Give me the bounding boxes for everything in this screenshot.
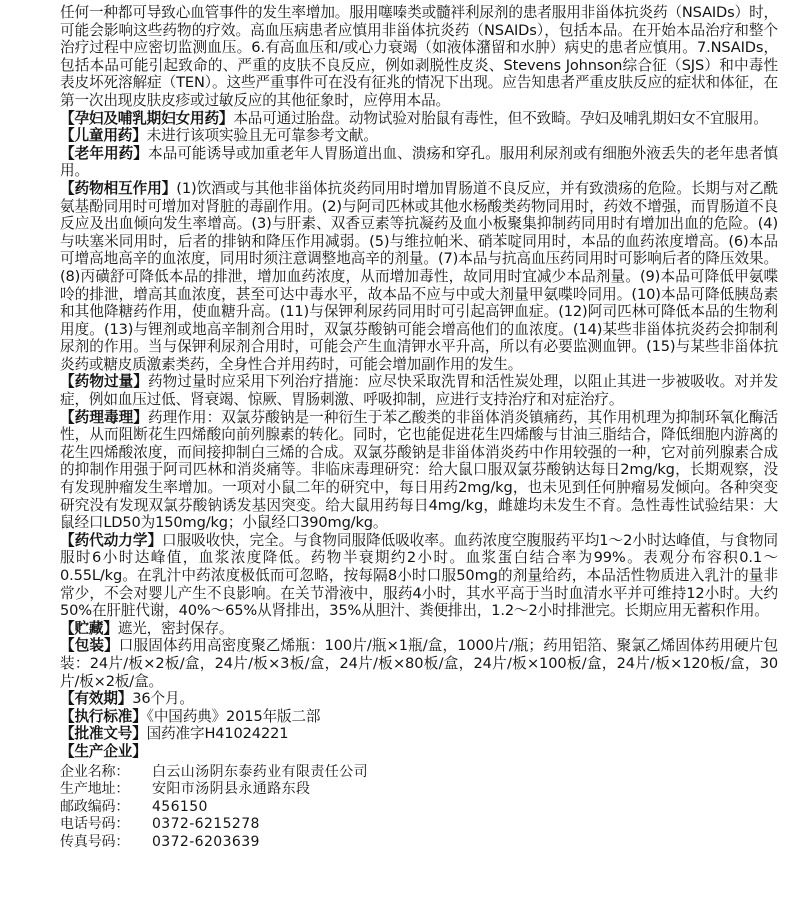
leaflet-section [60,637,778,690]
section-text: 遮光，密封保存。 [117,619,234,637]
info-value: 0372-6203639 [152,833,260,850]
section-heading: 【老年用药】 [60,144,148,162]
section-text: 36个月。 [132,690,194,708]
manufacturer-info-row [60,764,778,782]
info-value: 白云山汤阴东泰药业有限责任公司 [152,763,368,780]
section-heading: 【孕妇及哺乳期妇女用药】 [60,109,234,127]
section-heading: 【执行标准】 [60,707,147,725]
section-text: 本品可通过胎盘。动物试验对胎鼠有毒性，但不致畸。孕妇及哺乳期妇女不宜服用。 [233,109,768,127]
section-heading: 【批准文号】 [60,725,147,743]
section-text: 药物过量时应采用下列治疗措施：应尽快采取洗胃和活性炭处理，以阻止其进一步被吸收。对并发症，例如血压过低、肾衰竭、惊厥、胃肠刺激、呼吸抑制，应进行支持治疗和对症治疗。 [60,373,778,409]
section-text: 《中国药典》2015年版二部 [146,707,321,725]
section-text: 本品可能诱导或加重老年人胃肠道出血、溃疡和穿孔。服用利尿剂或有细胞外液丢失的老年患者慎用。 [60,144,778,180]
leaflet-section [60,145,778,180]
manufacturer-info-row [60,781,778,799]
leaflet-section [60,373,778,408]
section-heading: 【药物过量】 [60,373,148,391]
section-heading: 【儿童用药】 [60,127,147,145]
info-value: 0372-6215278 [152,816,260,833]
leaflet-section [60,690,778,708]
manufacturer-info-row [60,834,778,852]
section-text: 口服吸收快，完全。与食物同服降低吸收率。血药浓度空腹服药平均1～2小时达峰值，与食物同服时6小时达峰值，血浆浓度降低。药物半衰期约2小时。血浆蛋白结合率为99%。表观分布容积0.1～0.55L/kg。在乳汁中药浓度极低而可忽略，按每隔8小时口服50mg的剂量给药，本品活性物质进入乳汁的量非常少，不会对婴儿产生不良影响。在关节滑液中，服药4小时，其水平高于当时血清水平并可维持12小时。大约50%在肝脏代谢，40%～65%从肾排出，35%从胆汁、粪便排出，1.2～2小时排泄完。长期应用无蓄积作用。 [60,531,779,620]
manufacturer-info-row [60,816,778,834]
leaflet-section [60,708,778,726]
section-text: 口服固体药用高密度聚乙烯瓶：100片/瓶×1瓶/盒，1000片/瓶；药用铝箔、聚氯乙烯固体药用硬片包装：24片/板×2板/盒，24片/板×3板/盒，24片/板×80板/盒，24片/板×100板/盒，24片/板×120板/盒，30片/板×2板/盒。 [60,637,779,690]
section-text: 任何一种都可导致心血管事件的发生率增加。服用噻嗪类或髓袢利尿剂的患者服用非甾体抗炎药（NSAIDs）时，可能会影响这些药物的疗效。高血压病患者应慎用非甾体抗炎药（NSAIDs），包括本品。在开始本品治疗和整个治疗过程中应密切监测血压。6.有高血压和/或心力衰竭（如液体潴留和水肿）病史的患者应慎用。7.NSAIDs，包括本品可能引起致命的、严重的皮肤不良反应，例如剥脱性皮炎、Stevens Johnson综合征（SJS）和中毒性表皮坏死溶解症（TEN）。这些严重事件可在没有征兆的情况下出现。应告知患者严重皮肤反应的症状和体征，在第一次出现皮肤皮疹或过敏反应的其他征象时，应停用本品。 [60,4,778,109]
leaflet-section [60,110,778,128]
section-heading: 【药物相互作用】 [60,179,177,197]
manufacturer-info [60,764,778,852]
info-label: 传真号码： [60,833,130,850]
section-heading: 【药理毒理】 [60,408,148,426]
section-text: 药理作用：双氯芬酸钠是一种衍生于苯乙酸类的非甾体消炎镇痛药，其作用机理为抑制环氧化酶活性，从而阻断花生四烯酸向前列腺素的转化。同时，它也能促进花生四烯酸与甘油三脂结合，降低细胞内游离的花生四烯酸浓度，而间接抑制白三烯的合成。双氯芬酸钠是非甾体消炎药中作用较强的一种，它对前列腺素合成的抑制作用强于阿司匹林和消炎痛等。非临床毒理研究：给大鼠口服双氯芬酸钠达每日2mg/kg，长期观察，没有发现肿瘤发生率增加。一项对小鼠二年的研究中，每日用药2mg/kg，也未见到任何肿瘤易发倾向。各种突变研究没有发现双氯芬酸钠诱发基因突变。给大鼠用药每日4mg/kg，雌雄均未发生不育。急性毒性试验结果：大鼠经口LD50为150mg/kg；小鼠经口390mg/kg。 [60,408,778,532]
info-label: 邮政编码： [60,798,130,815]
section-text: 未进行该项实验且无可靠参考文献。 [146,127,378,145]
section-text: 国药准字H41024221 [146,725,289,743]
leaflet-section [60,532,778,620]
info-label: 企业名称： [60,763,130,780]
leaflet-section [60,620,778,638]
leaflet-section [60,127,778,145]
info-label: 电话号码： [60,816,130,833]
info-label: 生产地址： [60,781,130,798]
leaflet-section [60,4,778,110]
leaflet-section [60,180,778,374]
section-heading: 【包装】 [60,637,119,655]
manufacturer-info-row [60,799,778,817]
section-text: (1)饮酒或与其他非甾体抗炎药同用时增加胃肠道不良反应，并有致溃疡的危险。长期与对乙酰氨基酚同用时可增加对肾脏的毒副作用。(2)与阿司匹林或其他水杨酸类药物同用时，药效不增强，而胃肠道不良反应及出血倾向发生率增高。(3)与肝素、双香豆素等抗凝药及血小板聚集抑制药同用时有增加出血的危险。(4)与呋塞米同用时，后者的排钠和降压作用减弱。(5)与维拉帕米、硝苯啶同用时，本品的血药浓度增高。(6)本品可增高地高辛的血浓度，同用时须注意调整地高辛的剂量。(7)本品与抗高血压药同用时可影响后者的降压效果。(8)丙磺舒可降低本品的排泄，增加血药浓度，从而增加毒性，故同用时宜减少本品剂量。(9)本品可降低甲氨喋呤的排泄，增高其血浓度，甚至可达中毒水平，故本品不应与中或大剂量甲氨喋呤同用。(10)本品可降低胰岛素和其他降糖药作用，使血糖升高。(11)与保钾利尿药同用时可引起高钾血症。(12)阿司匹林可降低本品的生物利用度。(13)与锂剂或地高辛制剂合用时，双氯芬酸钠可能会增高他们的血浓度。(14)某些非甾体抗炎药会抑制利尿剂的作用。当与保钾利尿剂合用时，可能会产生血清钾水平升高，所以有必要监测血钾。(15)与某些非甾体抗炎药或糖皮质激素类药，全身性合并用药时，可能会增加副作用的发生。 [60,179,778,373]
leaflet-sections [60,4,778,761]
section-heading: 【生产企业】 [60,742,147,760]
info-value: 456150 [152,798,208,815]
leaflet-section [60,725,778,743]
section-heading: 【有效期】 [60,690,133,708]
leaflet-section [60,743,778,761]
leaflet-section [60,409,778,532]
info-value: 安阳市汤阴县永通路东段 [152,781,311,798]
section-heading: 【药代动力学】 [60,531,163,549]
section-heading: 【贮藏】 [60,619,118,637]
